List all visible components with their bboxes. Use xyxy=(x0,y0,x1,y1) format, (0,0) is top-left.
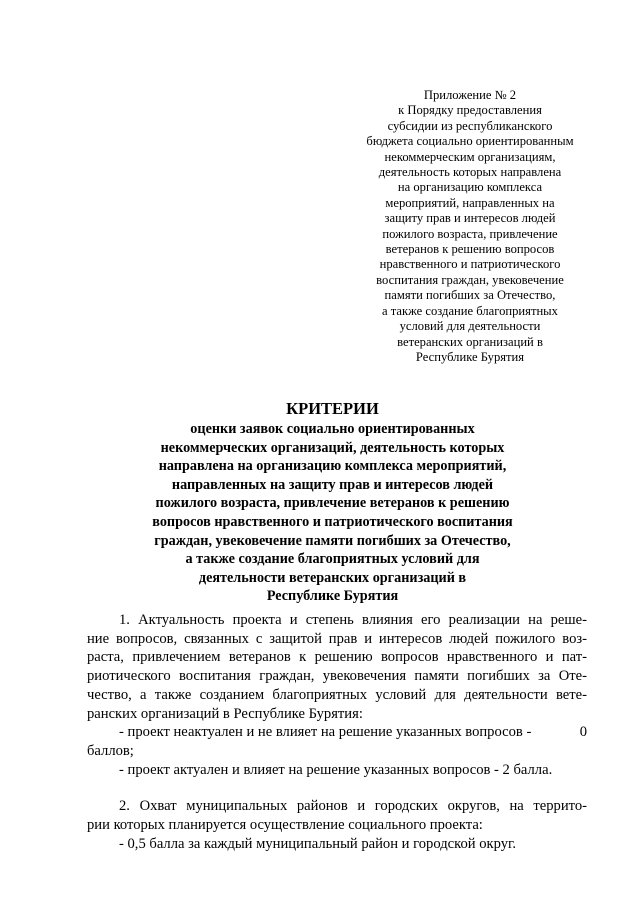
score-option-text: - проект неактуален и не влияет на решение указанных вопросов - xyxy=(119,724,532,741)
appendix-line: защиту прав и интересов людей xyxy=(384,211,556,226)
score-option-value: 0 xyxy=(579,724,587,741)
paragraph-gap xyxy=(87,779,587,797)
criteria-heading xyxy=(100,398,565,606)
appendix-line: нравственного и патриотического xyxy=(379,257,561,272)
paragraph-line: 1. Актуальность проекта и степень влияния его реализации на реше- xyxy=(119,612,587,628)
document-body xyxy=(87,611,587,853)
paragraph-line: раста, привлечением ветеранов к решению вопросов нравственного и пат- xyxy=(87,649,587,666)
heading-line: направлена на организацию комплекса мероприятий, xyxy=(158,458,507,475)
appendix-line: ветеранов к решению вопросов xyxy=(385,242,555,257)
appendix-line: Приложение № 2 xyxy=(423,88,517,102)
heading-line: а также создание благоприятных условий для xyxy=(185,551,480,568)
appendix-line: на организацию комплекса xyxy=(397,180,543,195)
heading-line: граждан, увековечение памяти погибших за Отечество, xyxy=(154,532,511,549)
heading-line: некоммерческих организаций, деятельность которых xyxy=(160,439,505,456)
score-option-continuation: баллов; xyxy=(87,742,134,759)
appendix-line: к Порядку предоставления xyxy=(398,103,542,118)
appendix-line: а также создание благоприятных xyxy=(382,303,558,318)
heading-line: пожилого возраста, привлечение ветеранов к решению xyxy=(155,495,510,512)
appendix-block xyxy=(340,88,600,365)
paragraph-line: чество, а также созданием благоприятных условий для деятельности вете- xyxy=(87,686,587,703)
appendix-line: субсидии из республиканского xyxy=(387,118,553,133)
score-option: - проект актуален и влияет на решение указанных вопросов - 2 балла. xyxy=(119,761,553,778)
paragraph-line: рии которых планируется осуществление социального проекта: xyxy=(87,817,483,834)
appendix-line: деятельность которых направлена xyxy=(378,165,562,180)
heading-line: деятельности ветеранских организаций в xyxy=(198,569,467,586)
document-title: КРИТЕРИИ xyxy=(286,399,379,418)
criterion-1 xyxy=(87,611,587,779)
paragraph-line: риотического воспитания граждан, увековечения памяти погибших за Оте- xyxy=(87,668,587,685)
appendix-line: бюджета социально ориентированным xyxy=(366,134,574,149)
paragraph-line: ние вопросов, связанных с защитой прав и интересов людей пожилого воз- xyxy=(87,630,587,647)
appendix-line: пожилого возраста, привлечение xyxy=(382,226,558,241)
heading-line: вопросов нравственного и патриотического воспитания xyxy=(152,513,513,530)
paragraph-line: 2. Охват муниципальных районов и городских округов, на террито- xyxy=(119,798,587,815)
appendix-line: некоммерческим организациям, xyxy=(384,149,556,164)
paragraph-line: ранских организаций в Республике Бурятия: xyxy=(87,705,363,722)
appendix-line: воспитания граждан, увековечение xyxy=(376,272,564,287)
appendix-line: мероприятий, направленных на xyxy=(385,195,555,210)
score-option: - 0,5 балла за каждый муниципальный район и городской округ. xyxy=(119,835,517,852)
score-option xyxy=(87,723,587,742)
heading-line: Республике Бурятия xyxy=(266,588,399,605)
heading-line: оценки заявок социально ориентированных xyxy=(190,421,475,437)
appendix-line: условий для деятельности xyxy=(399,319,541,334)
criterion-2 xyxy=(87,797,587,853)
appendix-line: памяти погибших за Отечество, xyxy=(384,288,556,303)
appendix-line: Республике Бурятия xyxy=(415,349,525,364)
heading-line: направленных на защиту прав и интересов людей xyxy=(171,476,494,493)
appendix-line: ветеранских организаций в xyxy=(397,334,543,349)
